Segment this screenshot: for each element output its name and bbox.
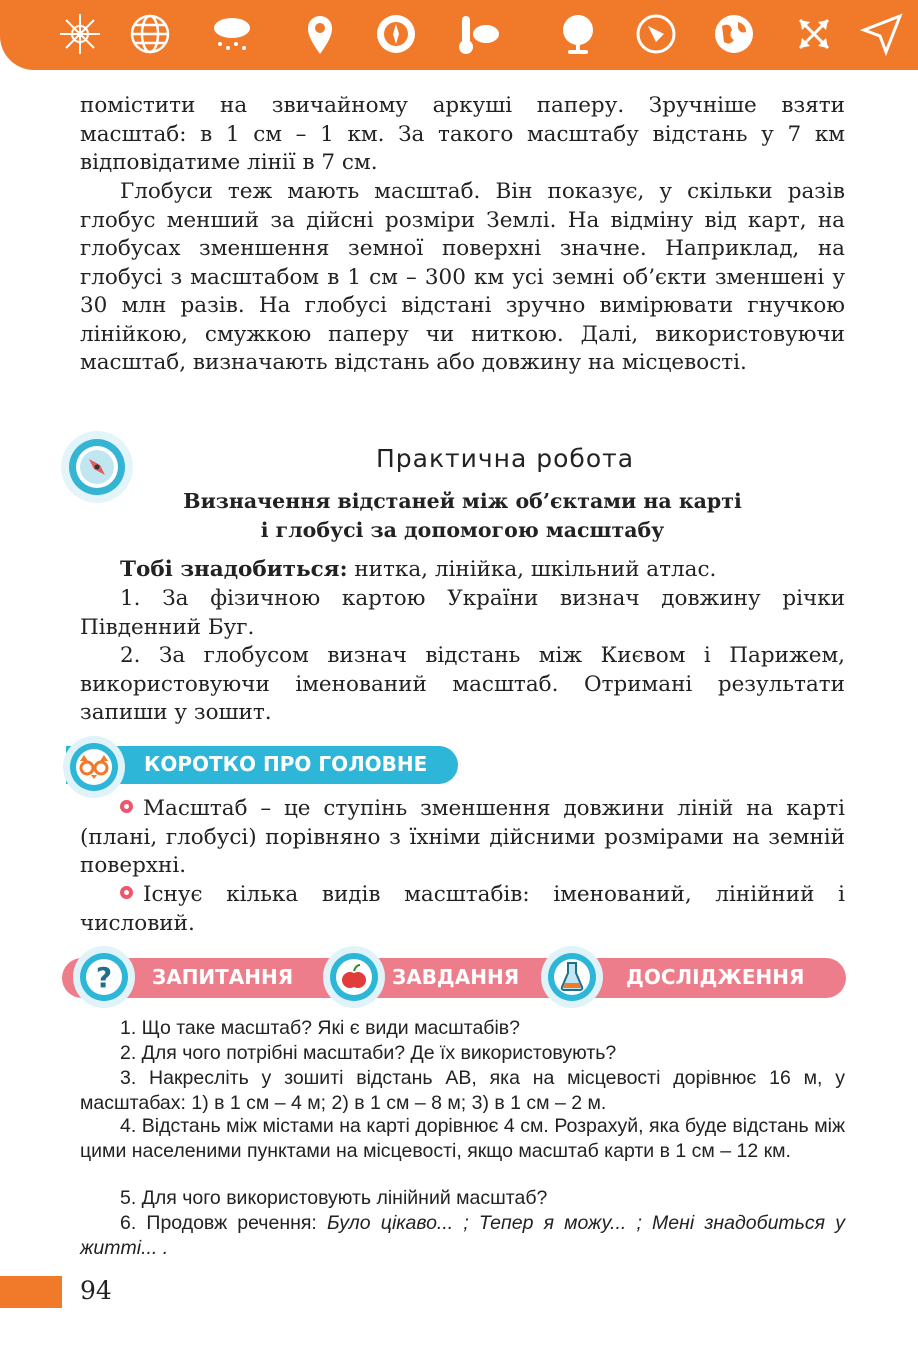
- thermometer-icon: [456, 12, 500, 56]
- page-number-bar: [0, 1276, 62, 1308]
- practical-task-1: 1. За фізичною картою України визнач довжину річки Південний Буг.: [80, 586, 845, 640]
- question-3: 3. Накресліть у зошиті відстань АВ, яка на місцевості дорівнює 16 м, у масштабах: 1) в 1 см – 4 м; 2) в 1 см – 8 м; 3) в 1 см – 2 м.: [80, 1067, 845, 1114]
- tasks-label: ЗАВДАННЯ: [392, 965, 520, 989]
- question-6: [80, 1211, 845, 1260]
- bullet-icon: [120, 800, 133, 813]
- needs-label: Тобі знадобиться:: [120, 557, 348, 582]
- question-4: 4. Відстань між містами на карті дорівнює 4 см. Розрахуй, яка буде відстань між цими населеними пунктами на місцевості, якщо масштаб карти в 1 см – 12 км.: [80, 1115, 845, 1162]
- header-band: [0, 0, 918, 70]
- question-5: 5. Для чого використовують лінійний масштаб?: [120, 1187, 548, 1209]
- rain-cloud-icon: [210, 12, 254, 56]
- svg-text:?: ?: [95, 961, 113, 994]
- question-1: 1. Що таке масштаб? Які є види масштабів?: [120, 1017, 521, 1039]
- compass-icon: [374, 12, 418, 56]
- practical-task-2: 2. За глобусом визнач відстань між Києвом і Парижем, використовуючи іменований масштаб. Отримані результати запиши у зошит.: [80, 643, 845, 725]
- question-2: 2. Для чого потрібні масштаби? Де їх використовують?: [120, 1042, 617, 1064]
- page-number: 94: [80, 1276, 112, 1305]
- apple-icon: [322, 945, 386, 1009]
- summary-item-1-text: Масштаб – це ступінь зменшення довжини ліній на карті (плані, глобусі) порівняно з їхніми дійсними розмірами на земній поверхні.: [80, 796, 845, 878]
- intro-paragraph-2: Глобуси теж мають масштаб. Він показує, у скільки разів глобус менший за дійсні розміри Землі. На відміну від карт, на глобусах зменшення земної поверхні значне. Наприклад, на глобусі з масштабом в 1 см – 300 км усі земні об’єкти зменшені у 30 млн разів. На глобусі відстані зручно вимірювати гнучкою лінійкою, смужкою паперу чи ниткою. Далі, використовуючи масштаб, визначають відстань або довжину на місцевості.: [80, 179, 845, 375]
- question-mark-icon: [72, 945, 136, 1009]
- needs-text: нитка, лінійка, шкільний атлас.: [347, 557, 717, 582]
- flask-icon: [540, 945, 604, 1009]
- needs-line: [80, 556, 845, 585]
- bullet-icon: [120, 886, 133, 899]
- summary-item-2-text: Існує кілька видів масштабів: іменований, лінійний і числовий.: [80, 882, 845, 936]
- summary-item-2: [80, 881, 845, 938]
- question-6-italic: Було цікаво... ; Тепер я можу... ; Мені знадобиться у житті... .: [80, 1212, 846, 1259]
- practical-subtitle-line2: і глобусі за допомогою масштабу: [260, 518, 665, 542]
- owl-icon: [62, 735, 126, 799]
- earth-icon: [712, 12, 756, 56]
- summary-item-1: [80, 795, 845, 881]
- cursor-arrow-icon: [860, 12, 904, 56]
- globe-icon: [128, 12, 172, 56]
- world-globe-icon: [556, 12, 600, 56]
- question-6-prefix: 6. Продовж речення:: [120, 1212, 327, 1234]
- research-label: ДОСЛІДЖЕННЯ: [626, 965, 805, 989]
- navigation-compass-icon: [634, 12, 678, 56]
- arrows-icon: [792, 12, 836, 56]
- location-pin-icon: [298, 12, 342, 56]
- summary-label: КОРОТКО ПРО ГОЛОВНЕ: [144, 752, 428, 776]
- practical-subtitle-line1: Визначення відстаней між об’єктами на карті: [183, 489, 742, 513]
- questions-label: ЗАПИТАННЯ: [152, 965, 294, 989]
- compass-rose-icon: [58, 12, 102, 56]
- intro-paragraph-1: помістити на звичайному аркуші паперу. Зручніше взяти масштаб: в 1 см – 1 км. За такого масштабу відстань у 7 км відповідатиме лінії в 7 см.: [80, 93, 845, 175]
- practical-work-title: Практична робота: [375, 444, 635, 473]
